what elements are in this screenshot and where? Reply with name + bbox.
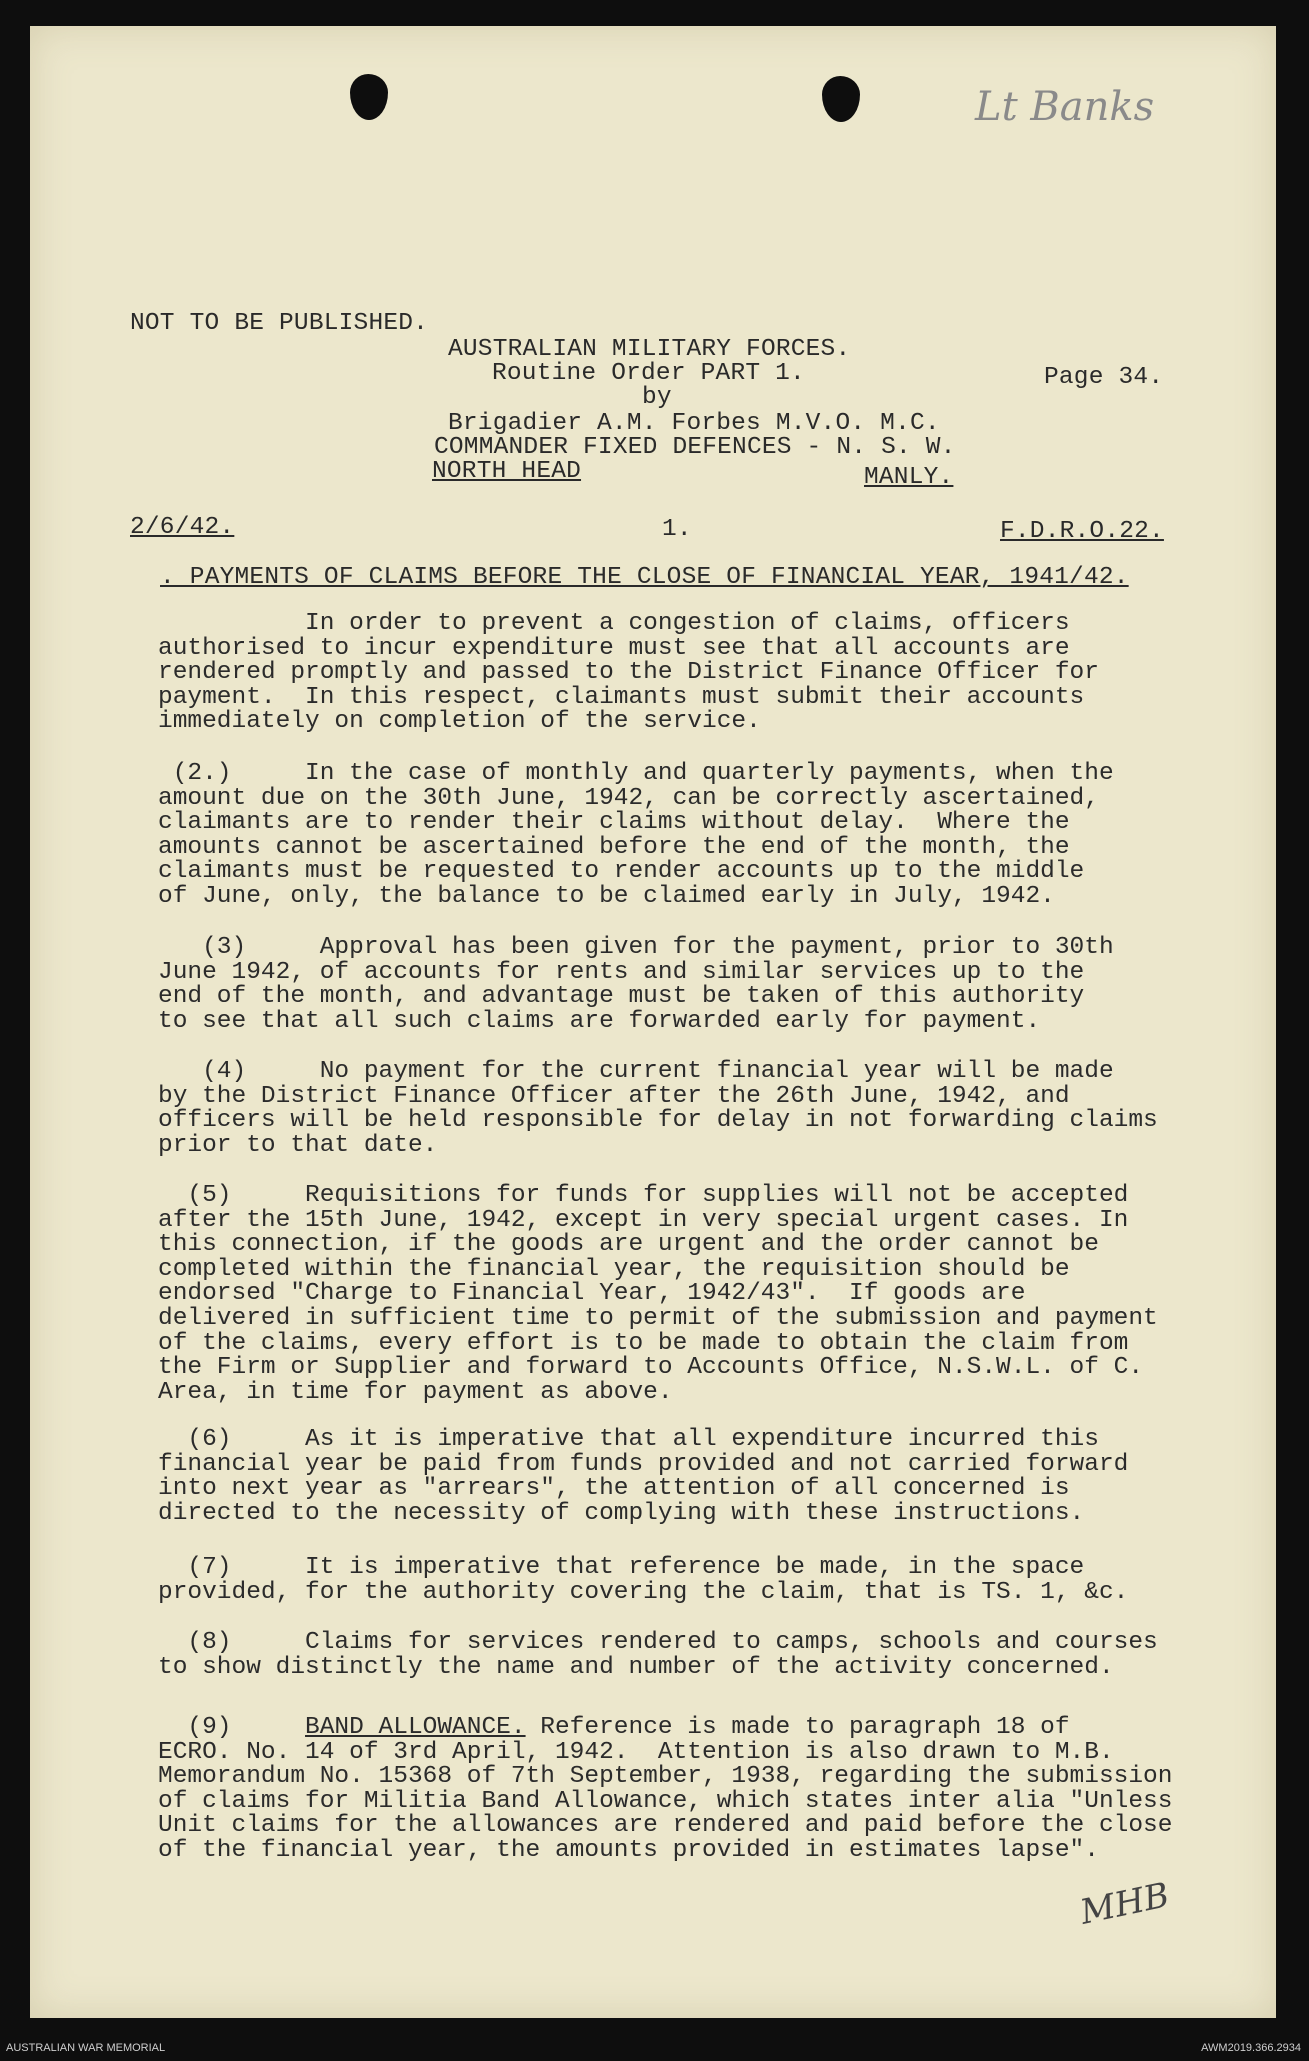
handwritten-name: Lt Banks bbox=[975, 84, 1155, 130]
command-title: COMMANDER FIXED DEFENCES - N. S. W. bbox=[434, 434, 956, 461]
order-reference: F.D.R.O.22. bbox=[1000, 518, 1164, 545]
paragraph-3: (3) Approval has been given for the payment, prior to 30th June 1942, of accounts for rents and similar services up to the end of the month, and advantage must be taken of this authority to see that all such claims are forwarded early for payment. bbox=[158, 934, 1114, 1035]
paragraph-4: (4) No payment for the current financial year will be made by the District Finance Officer after the 26th June, 1942, and officers will be held responsible for delay in not forwarding claims prior to that date. bbox=[158, 1058, 1158, 1159]
paragraph-9-text: Reference is made to paragraph 18 of ECRO. No. 14 of 3rd April, 1942. Attention is also drawn to M.B. Memorandum No. 15368 of 7th September, 1938, regarding the submission of claims for Militia Band Allowance, which states inter alia "Unless Unit claims for the allowances are rendered and paid before the close of the financial year, the amounts provided in estimates lapse". bbox=[158, 1714, 1173, 1864]
paragraph-9-number: (9) bbox=[158, 1714, 306, 1741]
paragraph-9 bbox=[158, 1716, 1188, 1864]
page-number: Page 34. bbox=[1044, 364, 1164, 391]
order-date: 2/6/42. bbox=[130, 514, 235, 541]
band-allowance-heading: BAND ALLOWANCE. bbox=[305, 1714, 526, 1741]
paragraph-8: (8) Claims for services rendered to camps, schools and courses to show distinctly the name and number of the activity concerned. bbox=[158, 1629, 1158, 1681]
document-page bbox=[30, 26, 1276, 2018]
punch-hole bbox=[350, 74, 388, 120]
location-right: MANLY. bbox=[864, 464, 954, 491]
org-title: AUSTRALIAN MILITARY FORCES. bbox=[448, 336, 851, 363]
footer-credit: AUSTRALIAN WAR MEMORIAL bbox=[6, 2042, 166, 2054]
commander-name: Brigadier A.M. Forbes M.V.O. M.C. bbox=[448, 410, 940, 437]
paragraph-7: (7) It is imperative that reference be made, in the space provided, for the authority covering the claim, that is TS. 1, &c. bbox=[158, 1554, 1129, 1606]
restriction-note: NOT TO BE PUBLISHED. bbox=[130, 310, 429, 337]
footer-id: AWM2019.366.2934 bbox=[1201, 2042, 1301, 2054]
order-title: Routine Order PART 1. bbox=[492, 360, 805, 387]
paragraph-2: (2.) In the case of monthly and quarterly payments, when the amount due on the 30th June, 1942, can be correctly ascertained, claimants are to render their claims without delay. Where the amounts cannot be ascertained before the end of the month, the claimants must be requested to render accounts up to the middle of June, only, the balance to be claimed early in July, 1942. bbox=[158, 760, 1114, 910]
order-number: 1. bbox=[662, 516, 692, 543]
punch-hole bbox=[822, 76, 860, 122]
by-label: by bbox=[642, 384, 672, 411]
paragraph-5: (5) Requisitions for funds for supplies will not be accepted after the 15th June, 1942, except in very special urgent cases. In this connection, if the goods are urgent and the order cannot be completed within the financial year, the requisition should be endorsed "Charge to Financial Year, 1942/43". If goods are delivered in sufficient time to permit of the submission and payment of the claims, every effort is to be made to obtain the claim from the Firm or Supplier and forward to Accounts Office, N.S.W.L. of C. Area, in time for payment as above. bbox=[158, 1182, 1158, 1406]
handwritten-initials: MHB bbox=[1076, 1875, 1173, 1933]
paragraph-6: (6) As it is imperative that all expenditure incurred this financial year be paid from funds provided and not carried forward into next year as "arrears", the attention of all concerned is directed to the necessity of complying with these instructions. bbox=[158, 1426, 1129, 1527]
paragraph-1: In order to prevent a congestion of claims, officers authorised to incur expenditure must see that all accounts are rendered promptly and passed to the District Finance Officer for payment. In this respect, claimants must submit their accounts immediately on completion of the service. bbox=[158, 610, 1099, 736]
section-title: . PAYMENTS OF CLAIMS BEFORE THE CLOSE OF FINANCIAL YEAR, 1941/42. bbox=[160, 564, 1129, 591]
location-left: NORTH HEAD bbox=[432, 458, 582, 485]
